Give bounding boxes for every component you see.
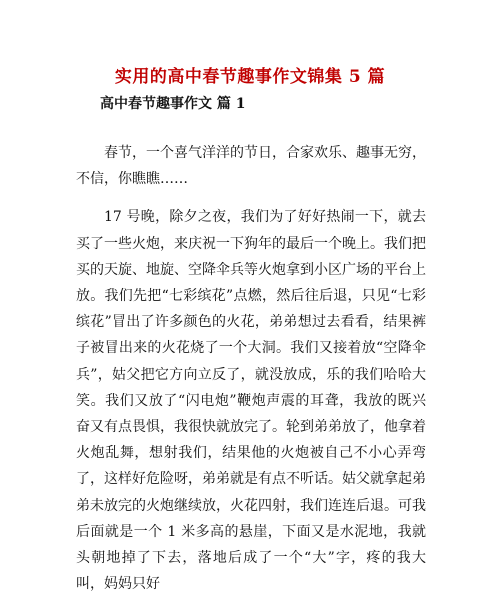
essay-body <box>76 140 426 597</box>
paragraph-story: 17 号晚，除夕之夜，我们为了好好热闹一下，就去买了一些火炮，来庆祝一下狗年的最后一个晚上。我们把买的天旋、地旋、空降伞兵等火炮拿到小区广场的平台上放。我们先把“七彩缤花”点燃，然后往后退，只见“七彩缤花”冒出了许多颜色的火花，弟弟想过去看看，结果裤子被冒出来的火花烧了一个大洞。我们又接着放“空降伞兵”，姑父把它方向立反了，就没放成，乐的我们哈哈大笑。我们又放了“闪电炮”鞭炮声震的耳聋，我放的既兴奋又有点畏惧，我很快就放完了。轮到弟弟放了，他拿着火炮乱舞，想射我们，结果他的火炮被自己不小心弄弯了，这样好危险呀，弟弟就是有点不听话。姑父就拿起弟弟未放完的火炮继续放，火花四射，我们连连后退。可我后面就是一个 1 米多高的悬崖，下面又是水泥地，我就头朝地掉了下去，落地后成了一个“大”字，疼的我大叫，妈妈只好 <box>76 209 426 593</box>
document-title: 实用的高中春节趣事作文锦集 5 篇 <box>114 67 386 87</box>
section-title: 高中春节趣事作文 篇 1 <box>100 96 246 112</box>
paragraph-intro: 春节，一个喜气洋洋的节日，合家欢乐、趣事无穷，不信，你瞧瞧…… <box>76 145 426 188</box>
